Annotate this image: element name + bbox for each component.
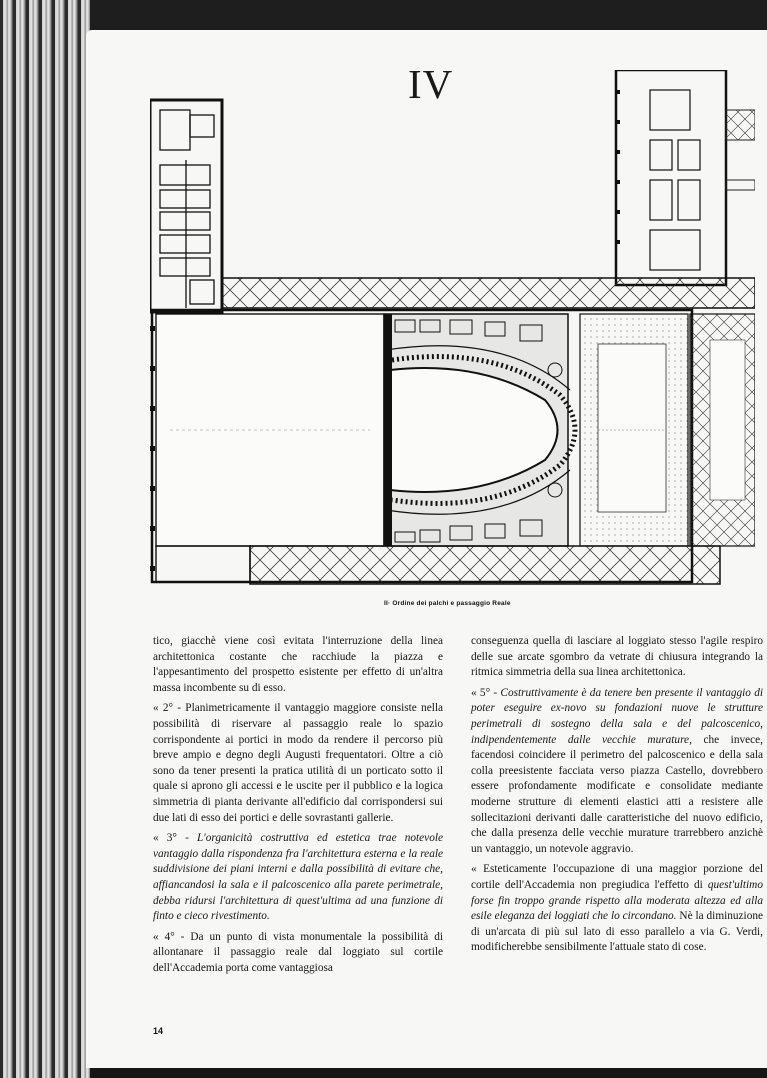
top-dark-edge xyxy=(0,0,767,34)
page-title: IV xyxy=(408,61,454,107)
plan-caption: II· Ordine dei palchi e passaggio Reale xyxy=(384,600,511,607)
page-number: 14 xyxy=(153,1026,164,1036)
paragraph: « 3° - L'organicità costruttiva ed estetica trae notevole vantaggio dalla rispondenza fra l'architettura esterna e la reale suddivisione dei piani interni e dalla possibilità di evitare che, affiancandosi la sala e il palcoscenico alla parete perimetrale, debba ridursi l'architettura di quest'ultima ad una funzione di finto e cieco rivestimento. xyxy=(153,832,443,923)
paragraph: « 5° - Costruttivamente è da tenere ben presente il vantaggio di poter eseguire ex-novo su fondazioni nuove le strutture perimetrali di sostegno della sala e del palcoscenico, indipendentemente dalle vecchie murature, che invece, facendosi coincidere il perimetro del palcoscenico e della sala colla preesistente facciata verso piazza Castello, dovrebbero essere profondamente modificate e consolidate mediante moderne strutture di elementi elastici atti a resistere alle sollecitazioni derivanti dalle caratteristiche del nuovo edificio, che dalla presenza delle vecchie murature trarrebbero anzichè un vantaggio, un notevole aggravio. xyxy=(471,686,763,855)
paragraph: tico, giacchè viene così evitata l'interruzione della linea architettonica costante che racchiude la piazza e l'appesantimento del prospetto esistente per effetto di un'altra massa incombente su di esso. xyxy=(153,635,443,694)
paragraph: « 2° - Planimetricamente il vantaggio maggiore consiste nella possibilità di riservare al passaggio reale lo spazio corrispondente ai portici in modo da rendere il percorso più breve ampio e degno degli Augusti frequentatori. Oltre a ciò sono da tener presenti la pratica utilità di un porticato sotto il quale si aprono gli accessi e le uscite per il pubblico e la logica simmetria di pianta derivante all'edificio dal corrispondersi sui due lati di esso dei portici e delle sovrastanti gallerie. xyxy=(153,702,443,824)
text-column-left xyxy=(153,634,443,981)
paragraph: conseguenza quella di lasciare al loggiato stesso l'agile respiro delle sue arcate sgombro da vetrate di chiusura integrando la ritmica simmetria della sua linea architettonica. xyxy=(471,635,763,679)
paragraph: « Esteticamente l'occupazione di una maggior porzione del cortile dell'Accademia non pregiudica l'effetto di quest'ultimo forse fin troppo grande rispetto alla moderata altezza ed alla esile eleganza dei loggiati che lo circondano. Nè la diminuzione di un'arcata di più sul lato di esso parallelo a via G. Verdi, modificherebbe sensibilmente l'attuale stato di cose. xyxy=(471,863,764,954)
book-binding-edge xyxy=(0,0,90,1078)
text-column-right xyxy=(471,634,763,961)
paragraph: « 4° - Da un punto di vista monumentale la possibilità di allontanare il passaggio reale dal loggiato sul cortile dell'Accademia porta come vantaggiosa xyxy=(153,930,443,974)
floor-plan-drawing xyxy=(150,70,755,592)
